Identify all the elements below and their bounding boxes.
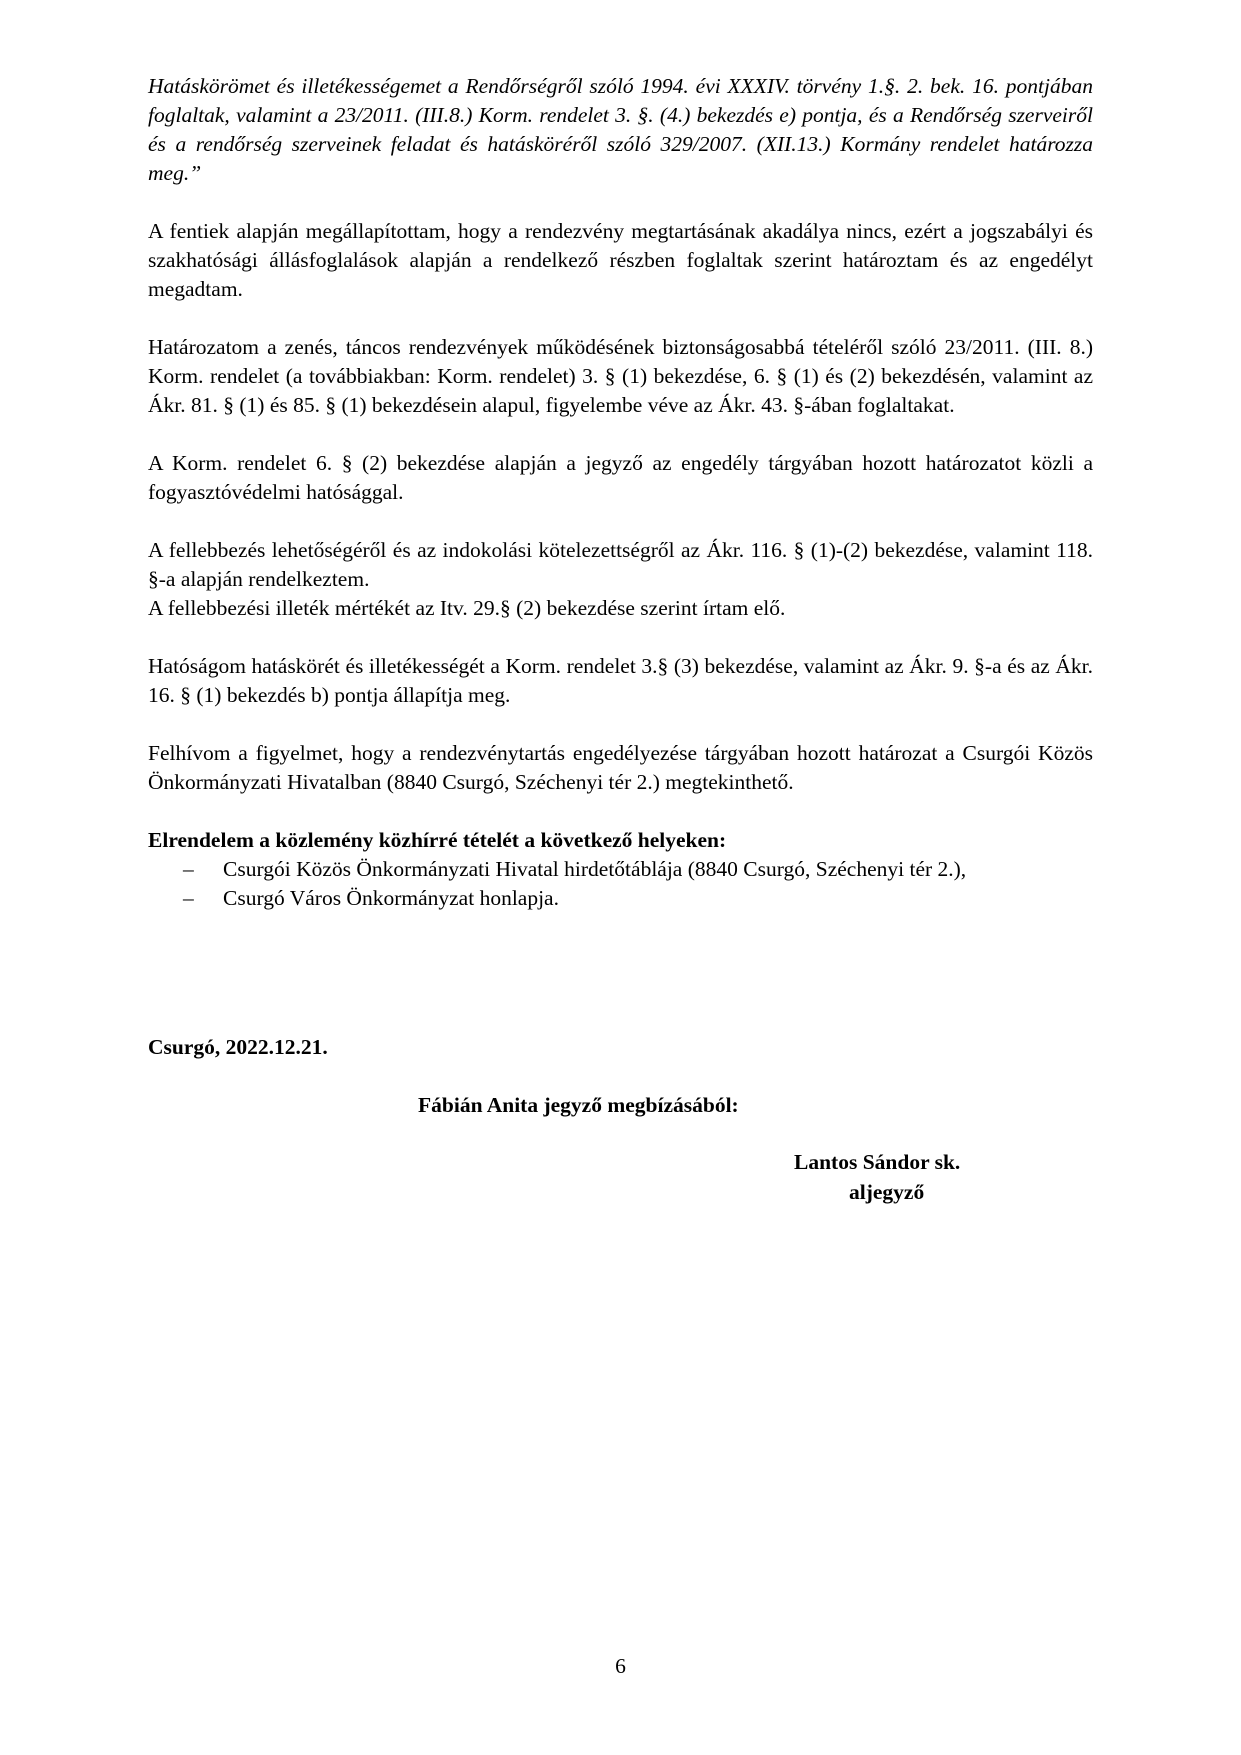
paragraph-authority-quote: Hatáskörömet és illetékességemet a Rendőrségről szóló 1994. évi XXXIV. törvény 1.§. 2. bek. 16. pontjában foglaltak, valamint a 23/2011. (III.8.) Korm. rendelet 3. §. (4.) bekezdés e) pontja, és a Rendőrség szerveiről és a rendőrség szerveinek feladat és hatásköréről szóló 329/2007. (XII.13.) Kormány rendelet határozza meg.” bbox=[148, 74, 1093, 185]
dash-bullet: – bbox=[183, 857, 194, 881]
signatory-title: aljegyző bbox=[849, 1180, 925, 1204]
paragraph-findings: A fentiek alapján megállapítottam, hogy a rendezvény megtartásának akadálya nincs, ezért a jogszabályi és szakhatósági állásfoglalások alapján a rendelkező részben foglaltak szerint határoztam és az engedélyt megadtam. bbox=[148, 219, 1093, 301]
paragraph-appeal-fee: A fellebbezési illeték mértékét az Itv. 29.§ (2) bekezdése szerint írtam elő. bbox=[148, 596, 786, 620]
dash-bullet: – bbox=[183, 886, 194, 910]
paragraph-notification: A Korm. rendelet 6. § (2) bekezdése alapján a jegyző az engedély tárgyában hozott határozatot közli a fogyasztóvédelmi hatósággal. bbox=[148, 451, 1093, 504]
paragraph-legal-basis: Határozatom a zenés, táncos rendezvények működésének biztonságosabbá tételéről szóló 23/2011. (III. 8.) Korm. rendelet (a továbbiakban: Korm. rendelet) 3. § (1) bekezdése, 6. § (1) és (2) bekezdésén, valamint az Ákr. 81. § (1) és 85. § (1) bekezdésein alapul, figyelembe véve az Ákr. 43. §-ában foglaltakat. bbox=[148, 335, 1093, 417]
publication-list bbox=[148, 855, 1093, 913]
list-item bbox=[183, 855, 1093, 884]
page-number: 6 bbox=[615, 1654, 626, 1678]
list-item bbox=[183, 884, 1093, 913]
paragraph-competence: Hatóságom hatáskörét és illetékességét a Korm. rendelet 3.§ (3) bekezdése, valamint az Ákr. 9. §-a és az Ákr. 16. § (1) bekezdés b) pontja állapítja meg. bbox=[148, 654, 1093, 707]
signature-on-behalf: Fábián Anita jegyző megbízásából: bbox=[418, 1093, 739, 1117]
list-item-text: Csurgó Város Önkormányzat honlapja. bbox=[223, 886, 559, 910]
paragraph-appeal: A fellebbezés lehetőségéről és az indokolási kötelezettségről az Ákr. 116. § (1)-(2) bekezdése, valamint 118. §-a alapján rendelkeztem. bbox=[148, 538, 1093, 591]
publication-heading: Elrendelem a közlemény közhírré tételét a következő helyeken: bbox=[148, 828, 727, 852]
paragraph-inspection: Felhívom a figyelmet, hogy a rendezvénytartás engedélyezése tárgyában hozott határozat a Csurgói Közös Önkormányzati Hivatalban (8840 Csurgó, Széchenyi tér 2.) megtekinthető. bbox=[148, 741, 1093, 794]
list-item-text: Csurgói Közös Önkormányzati Hivatal hirdetőtáblája (8840 Csurgó, Széchenyi tér 2.), bbox=[223, 857, 967, 881]
signatory-name: Lantos Sándor sk. bbox=[794, 1150, 961, 1174]
place-date: Csurgó, 2022.12.21. bbox=[148, 1035, 328, 1059]
document-body bbox=[148, 72, 1093, 913]
